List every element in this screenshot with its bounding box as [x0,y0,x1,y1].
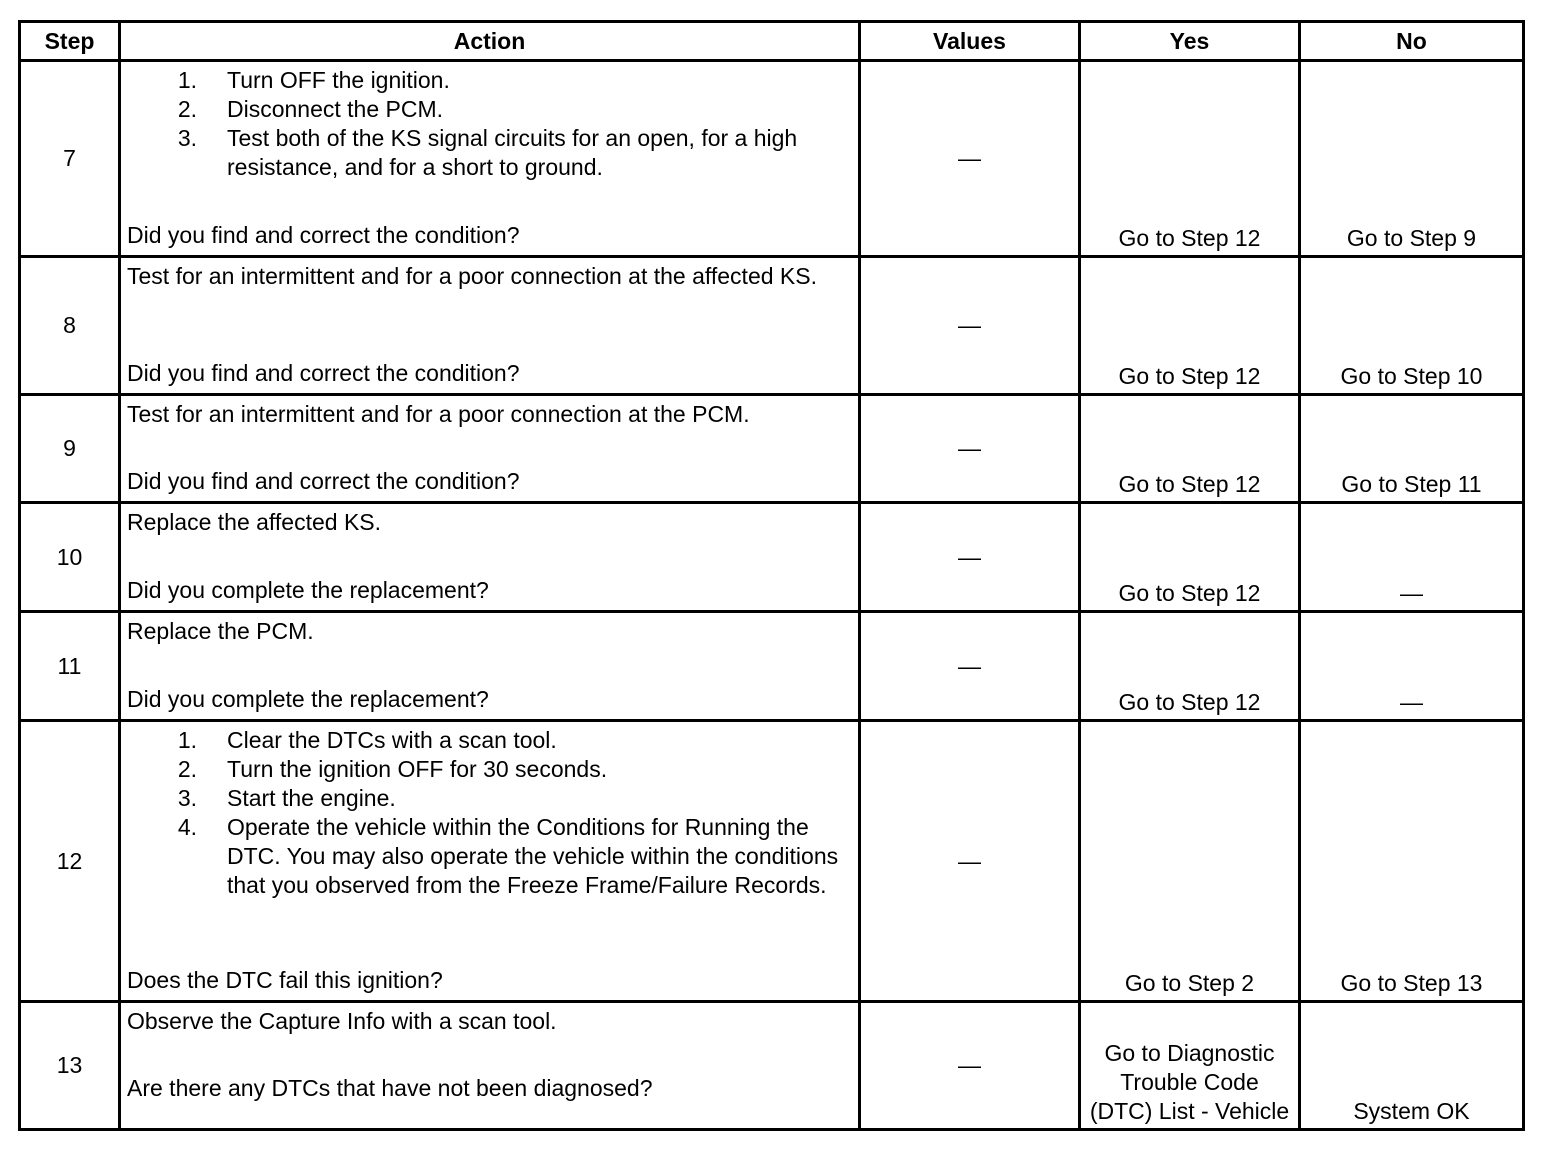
values-cell: — [860,395,1080,503]
action-question: Does the DTC fail this ignition? [127,967,443,993]
step-number: 8 [20,257,120,395]
action-step: 4. Operate the vehicle within the Conditions for Running the DTC. You may also operate the vehicle within the conditions that you observed from the Freeze Frame/Failure Records. [177,814,839,898]
action-cell [120,395,860,503]
action-step: 3. Start the engine. [177,785,396,811]
action-question: Did you find and correct the condition? [127,468,520,494]
no-cell: Go to Step 11 [1300,395,1524,503]
yes-cell: Go to Step 2 [1080,721,1300,1002]
action-cell [120,503,860,612]
action-text: Test for an intermittent and for a poor connection at the PCM. [127,401,750,427]
action-step: 1. Turn OFF the ignition. [177,67,450,93]
step-number: 13 [20,1002,120,1130]
values-cell: — [860,61,1080,257]
action-question: Did you find and correct the condition? [127,360,520,386]
step-number: 10 [20,503,120,612]
action-cell [120,61,860,257]
step-number: 12 [20,721,120,1002]
header-row [20,22,1524,61]
yes-cell: Go to Diagnostic Trouble Code (DTC) List - Vehicle [1080,1002,1300,1130]
table-row [20,503,1524,612]
action-steps [127,726,850,900]
table-row [20,721,1524,1002]
no-cell: System OK [1300,1002,1524,1130]
action-steps [127,66,850,182]
action-text: Replace the affected KS. [127,509,382,535]
table-row [20,61,1524,257]
header-values: Values [860,22,1080,61]
action-text: Replace the PCM. [127,618,314,644]
action-cell [120,721,860,1002]
yes-cell: Go to Step 12 [1080,503,1300,612]
header-action: Action [120,22,860,61]
no-cell: — [1300,612,1524,721]
values-cell: — [860,721,1080,1002]
table-row [20,395,1524,503]
no-cell: Go to Step 9 [1300,61,1524,257]
action-cell [120,1002,860,1130]
header-yes: Yes [1080,22,1300,61]
action-question: Are there any DTCs that have not been diagnosed? [127,1075,653,1101]
action-cell [120,612,860,721]
table-row [20,612,1524,721]
action-step: 3. Test both of the KS signal circuits for an open, for a high resistance, and for a short to ground. [177,125,798,180]
action-text: Test for an intermittent and for a poor connection at the affected KS. [127,263,817,289]
action-question: Did you complete the replacement? [127,577,489,603]
values-cell: — [860,1002,1080,1130]
step-number: 9 [20,395,120,503]
no-cell: Go to Step 10 [1300,257,1524,395]
action-step: 1. Clear the DTCs with a scan tool. [177,727,557,753]
action-text: Observe the Capture Info with a scan tool. [127,1008,557,1034]
step-number: 11 [20,612,120,721]
header-step: Step [20,22,120,61]
values-cell: — [860,503,1080,612]
header-no: No [1300,22,1524,61]
yes-cell: Go to Step 12 [1080,612,1300,721]
step-number: 7 [20,61,120,257]
action-question: Did you complete the replacement? [127,686,489,712]
no-cell: — [1300,503,1524,612]
yes-cell: Go to Step 12 [1080,257,1300,395]
action-cell [120,257,860,395]
diagnostic-table [18,20,1525,1131]
table-row [20,1002,1524,1130]
action-step: 2. Disconnect the PCM. [177,96,444,122]
values-cell: — [860,612,1080,721]
table-row [20,257,1524,395]
no-cell: Go to Step 13 [1300,721,1524,1002]
values-cell: — [860,257,1080,395]
action-question: Did you find and correct the condition? [127,222,520,248]
action-step: 2. Turn the ignition OFF for 30 seconds. [177,756,608,782]
yes-cell: Go to Step 12 [1080,395,1300,503]
yes-cell: Go to Step 12 [1080,61,1300,257]
